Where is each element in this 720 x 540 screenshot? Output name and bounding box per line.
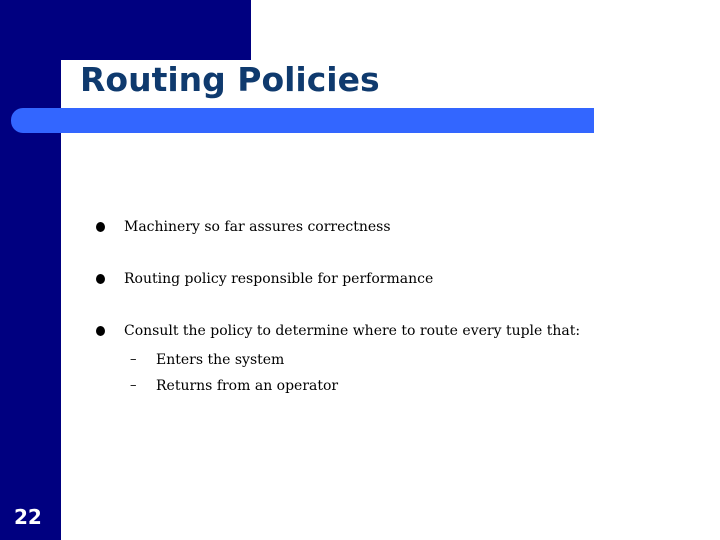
bullet-dot-icon <box>96 274 105 284</box>
dash-marker: – <box>130 378 137 393</box>
title-accent-bar <box>11 108 594 133</box>
bullet-text: Routing policy responsible for performance <box>124 271 434 287</box>
bullet-text: Machinery so far assures correctness <box>124 219 391 235</box>
bullet-text: Consult the policy to determine where to route every tuple that: <box>124 323 581 339</box>
left-sidebar-bar <box>0 0 61 540</box>
dash-marker: – <box>130 352 137 367</box>
sub-bullet-text: Returns from an operator <box>156 378 339 394</box>
slide-number: 22 <box>14 505 42 529</box>
bullet-dot-icon <box>96 222 105 232</box>
top-header-block <box>61 0 251 60</box>
sub-bullet-text: Enters the system <box>156 352 285 368</box>
slide-title: Routing Policies <box>80 60 380 99</box>
bullet-dot-icon <box>96 326 105 336</box>
